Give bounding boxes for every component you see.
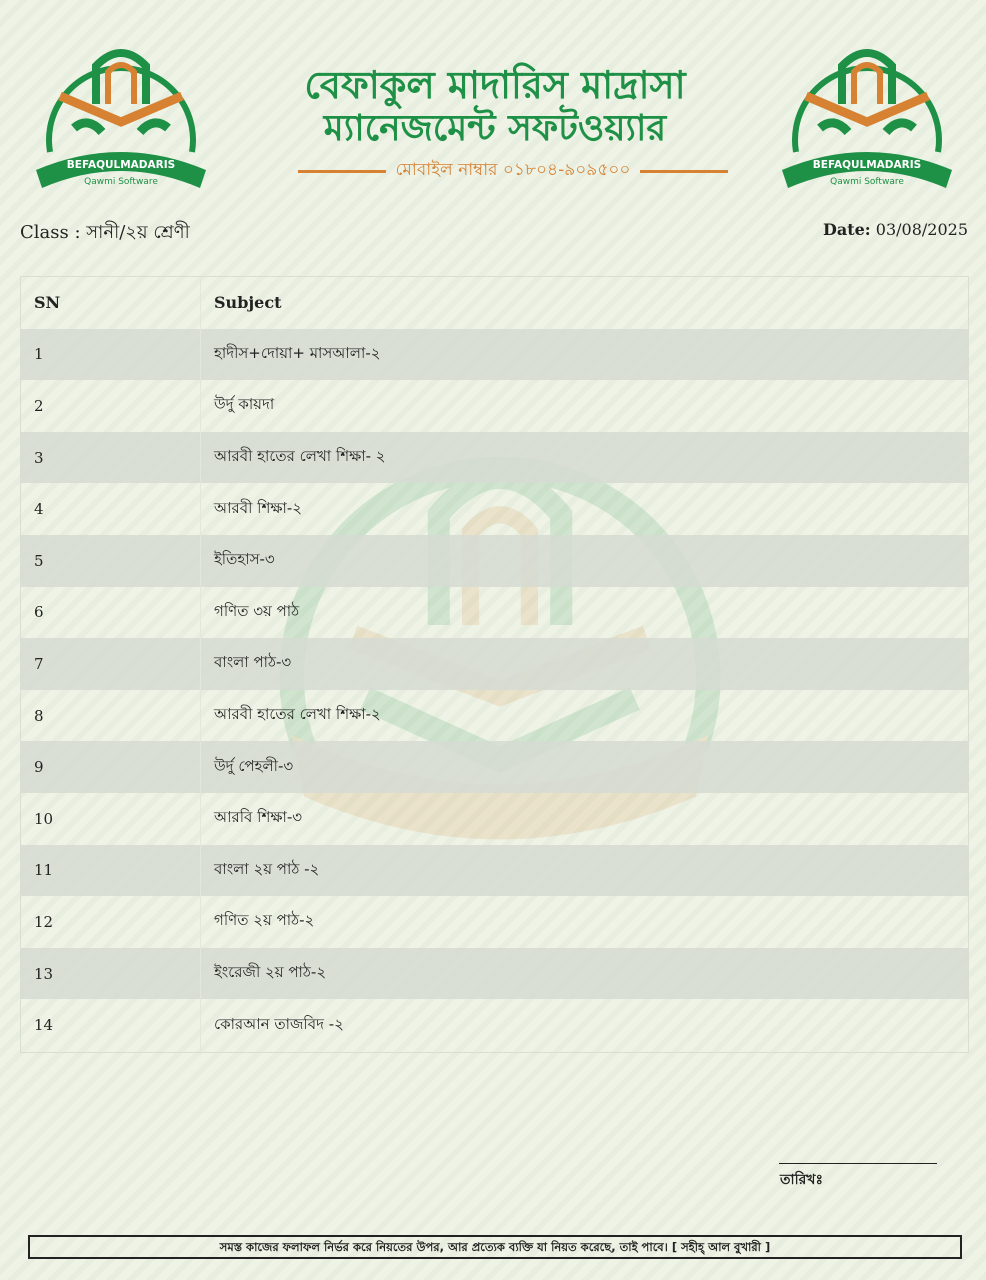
row-subject: উর্দু কায়দা	[214, 395, 275, 414]
organization-title	[240, 62, 750, 150]
table-row	[21, 896, 968, 948]
phone-divider-right	[640, 170, 728, 173]
row-sn: 4	[21, 483, 201, 535]
row-sn: 2	[21, 380, 201, 432]
date-label	[823, 220, 968, 239]
phone-row	[298, 158, 728, 184]
hadith-quote: সমস্ত কাজের ফলাফল নির্ভর করে নিয়তের উপর, আর প্রত্যেক ব্যক্তি যা নিয়ত করেছে, তাই পাবে। [ সহীহ্ আল বুখারী ]	[28, 1235, 962, 1259]
row-subject: আরবী হাতের লেখা শিক্ষা- ২	[201, 432, 969, 484]
date-caption: Date:	[822, 220, 871, 239]
organization-logo-right	[776, 34, 958, 196]
table-row	[21, 999, 968, 1051]
header-subject: Subject	[214, 293, 282, 313]
organization-logo-left	[30, 34, 212, 196]
row-subject: ইতিহাস-৩	[201, 535, 969, 587]
class-label: Class : সানী/২য় শ্রেণী	[20, 222, 190, 243]
row-subject: আরবি শিক্ষা-৩	[214, 808, 302, 827]
table-row	[21, 432, 968, 484]
table-row	[21, 535, 968, 587]
row-subject: গণিত ২য় পাঠ-২	[214, 911, 315, 930]
organization-name-line1: বেফাকুল মাদারিস মাদ্রাসা	[304, 63, 686, 107]
table-header-row	[21, 277, 968, 329]
signature-line	[779, 1163, 937, 1164]
date-value: 03/08/2025	[875, 220, 968, 239]
row-sn: 7	[21, 638, 201, 690]
row-sn: 1	[21, 329, 201, 381]
row-sn: 13	[21, 948, 201, 1000]
row-subject: বাংলা পাঠ-৩	[201, 638, 969, 690]
subject-table	[20, 276, 969, 1053]
table-row	[21, 793, 968, 845]
signature-date-label: তারিখঃ	[780, 1172, 823, 1188]
phone-number: মোবাইল নাম্বার ০১৮০৪-৯০৯৫০০	[395, 160, 631, 180]
row-subject: আরবী হাতের লেখা শিক্ষা-২	[214, 705, 381, 724]
row-subject: গণিত ৩য় পাঠ	[214, 601, 300, 620]
phone-divider-left	[298, 170, 386, 173]
row-sn: 8	[21, 690, 201, 742]
row-sn: 11	[21, 845, 201, 897]
header-sn: SN	[21, 277, 201, 329]
row-sn: 10	[21, 793, 201, 845]
table-row	[21, 380, 968, 432]
table-row	[21, 483, 968, 535]
row-sn: 9	[21, 741, 201, 793]
svg-text:BEFAQULMADARIS: BEFAQULMADARIS	[66, 159, 176, 171]
table-row	[21, 690, 968, 742]
svg-text:BEFAQULMADARIS: BEFAQULMADARIS	[812, 159, 922, 171]
svg-text:Qawmi Software: Qawmi Software	[84, 177, 158, 187]
row-subject: আরবী শিক্ষা-২	[214, 498, 302, 517]
row-sn: 3	[21, 432, 201, 484]
table-row	[21, 638, 968, 690]
table-row	[21, 329, 968, 381]
row-sn: 14	[21, 999, 201, 1051]
row-subject: উর্দু পেহলী-৩	[201, 741, 969, 793]
organization-name-line2: ম্যানেজমেন্ট সফটওয়্যার	[323, 108, 667, 149]
svg-text:Qawmi Software: Qawmi Software	[830, 177, 904, 187]
row-sn: 12	[21, 896, 201, 948]
row-sn: 5	[21, 535, 201, 587]
row-subject: ইংরেজী ২য় পাঠ-২	[201, 948, 969, 1000]
table-row	[21, 845, 968, 897]
row-sn: 6	[21, 587, 201, 639]
table-row	[21, 948, 968, 1000]
row-subject: বাংলা ২য় পাঠ -২	[201, 845, 969, 897]
table-row	[21, 587, 968, 639]
table-row	[21, 741, 968, 793]
row-subject: হাদীস+দোয়া+ মাসআলা-২	[201, 329, 969, 381]
row-subject: কোরআন তাজবিদ -২	[214, 1014, 344, 1033]
